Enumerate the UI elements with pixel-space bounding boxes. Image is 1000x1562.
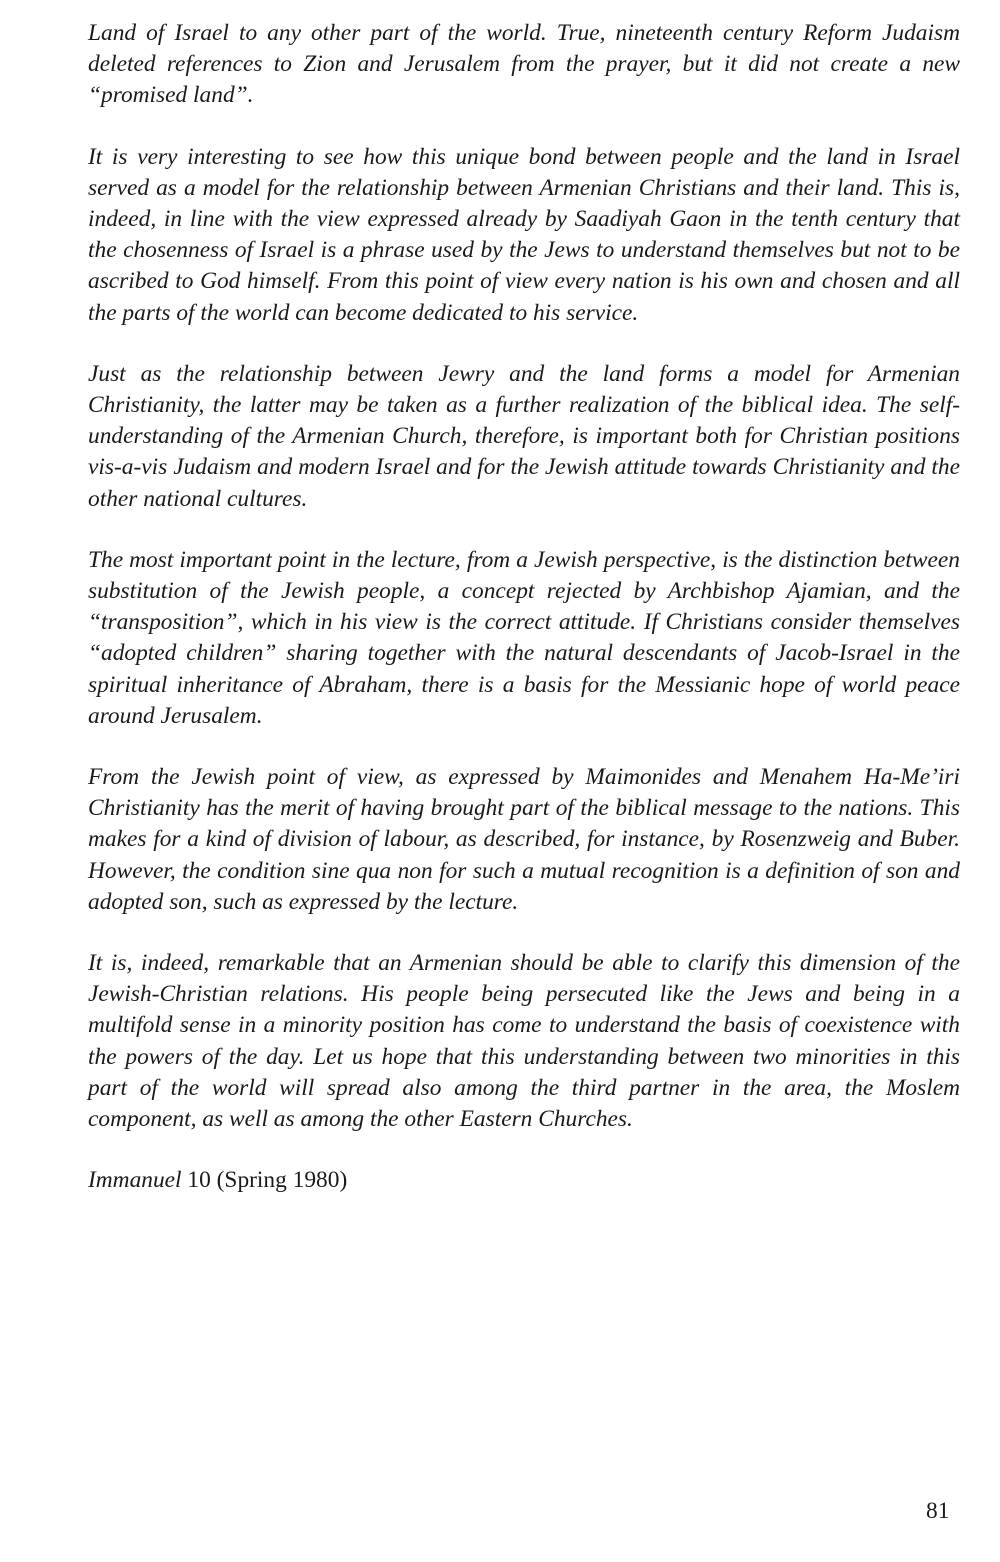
paragraph-3: Just as the relationship between Jewry and the land forms a model for Armenian Christianity, the latter may be taken as a further realization of the biblical idea. The self-understanding of the Armenian Church, therefore, is important both for Christian positions vis-a-vis Judaism and modern Israel and for the Jewish attitude towards Christianity and the other national cultures.: [88, 360, 960, 512]
citation-issue: 10 (Spring 1980): [187, 1167, 348, 1194]
paragraph-5: From the Jewish point of view, as expressed by Maimonides and Menahem Ha-Me’iri Christianity has the merit of having brought part of the biblical message to the nations. This makes for a kind of division of labour, as described, for instance, by Rosenzweig and Buber. However, the condition sine qua non for such a mutual recognition is a definition of son and adopted son, such as expressed by the lecture.: [88, 764, 960, 915]
paragraph-4: The most important point in the lecture, from a Jewish perspective, is the distinction between substitution of the Jewish people, a concept rejected by Archbishop Ajamian, and the “transposition”, which in his view is the correct attitude. If Christians consider themselves “adopted children” sharing together with the natural descendants of Jacob-Israel in the spiritual inheritance of Abraham, there is a basis for the Messianic hope of world peace around Jerusalem.: [88, 546, 960, 729]
paragraph-6: It is, indeed, remarkable that an Armenian should be able to clarify this dimension of the Jewish-Christian relations. His people being persecuted like the Jews and being in a multifold sense in a minority position has come to understand the basis of coexistence with the powers of the day. Let us hope that this understanding between two minorities in this part of the world will spread also among the third partner in the area, the Moslem component, as well as among the other Eastern Churches.: [88, 950, 960, 1133]
citation-journal: Immanuel: [88, 1167, 182, 1194]
paragraph-2: It is very interesting to see how this unique bond between people and the land in Israel served as a model for the relationship between Armenian Christians and their land. This is, indeed, in line with the view expressed already by Saadiyah Gaon in the tenth century that the chosenness of Israel is a phrase used by the Jews to understand themselves but not to be ascribed to God himself. From this point of view every nation is his own and chosen and all the parts of the world can become dedicated to his service.: [88, 143, 960, 326]
paragraph-1: Land of Israel to any other part of the world. True, nineteenth century Reform Judaism deleted references to Zion and Jerusalem from the prayer, but it did not create a new “promised land”.: [88, 20, 960, 109]
citation: [88, 1165, 960, 1196]
page-number: 81: [926, 1498, 950, 1524]
document-page: [88, 18, 960, 1197]
